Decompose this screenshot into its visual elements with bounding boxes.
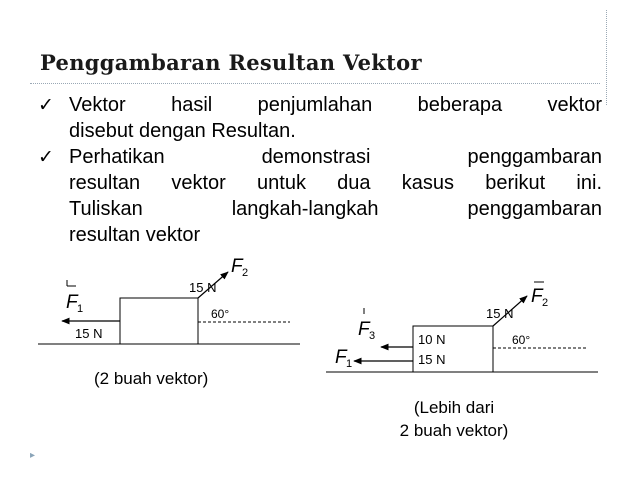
diagram-multi-vectors <box>326 282 598 372</box>
bullet-line: Tuliskan langkah-langkah penggambaran <box>69 198 602 220</box>
f1-label: F <box>66 292 78 313</box>
bullet-line: resultan vektor untuk dua kasus berikut ini. <box>69 172 602 194</box>
f2-label: F <box>531 286 543 307</box>
caption-multi-vectors-line2: 2 buah vektor) <box>399 421 509 440</box>
f3-label: F <box>358 319 370 340</box>
angle-label: 60° <box>512 333 531 347</box>
f3-subscript: 3 <box>369 330 376 342</box>
bullet-line: resultan vektor <box>69 224 201 246</box>
bullet-line: Perhatikan demonstrasi penggambaran <box>69 146 602 168</box>
caption-two-vectors: (2 buah vektor) <box>94 369 209 388</box>
force-value-label: 15 N <box>418 352 446 367</box>
block <box>120 298 198 344</box>
f1-label: F <box>335 347 347 368</box>
force-value-label: 10 N <box>418 332 446 347</box>
check-icon: ✓ <box>38 94 54 116</box>
f2-label: F <box>231 256 243 277</box>
force-value-label: 15 N <box>75 326 103 341</box>
check-icon: ✓ <box>38 146 54 168</box>
f2-subscript: 2 <box>542 297 549 309</box>
f2-subscript: 2 <box>242 267 249 279</box>
f1-subscript: 1 <box>77 303 84 315</box>
diagram-two-vectors <box>38 256 300 344</box>
slide-title: Penggambaran Resultan Vektor <box>40 50 422 75</box>
caption-multi-vectors-line1: (Lebih dari <box>413 398 495 417</box>
bullet-line: disebut dengan Resultan. <box>69 120 296 142</box>
f1-subscript: 1 <box>346 358 353 370</box>
force-value-label: 15 N <box>486 306 514 321</box>
force-value-label: 15 N <box>189 280 217 295</box>
slide-marker-icon: ▸ <box>30 450 36 461</box>
angle-label: 60° <box>211 307 230 321</box>
bullet-line: Vektor hasil penjumlahan beberapa vektor <box>69 94 602 116</box>
